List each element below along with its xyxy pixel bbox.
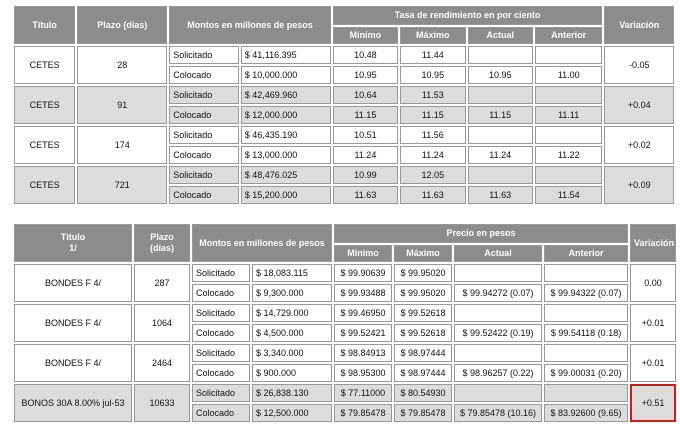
maximo-cell: 11.56: [400, 126, 465, 144]
monto-cell: $ 12,500.000: [252, 404, 332, 422]
header-precio: Precio en pesos: [334, 224, 628, 243]
header-titulo: [14, 224, 132, 262]
actual-cell: $ 79.85478 (10.16): [454, 404, 542, 422]
minimo-cell: 10.64: [333, 86, 398, 104]
minimo-cell: 11.63: [333, 186, 398, 204]
variacion-cell: -0.05: [604, 46, 674, 84]
minimo-cell: $ 98.84913: [334, 344, 392, 362]
table-row: [14, 126, 674, 144]
monto-cell: $ 18,083.115: [252, 264, 332, 282]
header-actual: Actual: [468, 27, 533, 44]
table-row: [14, 264, 676, 282]
maximo-cell: 10.95: [400, 66, 465, 84]
plazo-cell: 721: [77, 166, 167, 204]
titulo-cell: BONDES F 4/: [14, 344, 132, 382]
monto-cell: $ 46,435.190: [241, 126, 331, 144]
monto-cell: $ 10,000.000: [241, 66, 331, 84]
monto-cell: $ 12,000.000: [241, 106, 331, 124]
actual-cell: [454, 384, 542, 402]
actual-cell: [454, 304, 542, 322]
bonos-results-table: [12, 222, 678, 424]
colocado-label: Colocado: [169, 106, 239, 124]
anterior-cell: 11.00: [535, 66, 603, 84]
solicitado-label: Solicitado: [169, 126, 239, 144]
minimo-cell: 11.24: [333, 146, 398, 164]
minimo-cell: $ 99.90639: [334, 264, 392, 282]
colocado-label: Colocado: [192, 364, 250, 382]
titulo-cell: BONDES F 4/: [14, 304, 132, 342]
header-plazo: Plazo (días): [77, 6, 167, 44]
colocado-label: Colocado: [192, 404, 250, 422]
actual-cell: 10.95: [468, 66, 533, 84]
header-titulo-label: Título: [60, 232, 86, 242]
plazo-cell: 10633: [134, 384, 190, 422]
minimo-cell: $ 99.46950: [334, 304, 392, 322]
maximo-cell: 11.53: [400, 86, 465, 104]
anterior-cell: $ 99.54118 (0.18): [544, 324, 628, 342]
titulo-cell: CETES: [14, 126, 75, 164]
actual-cell: $ 98.96257 (0.22): [454, 364, 542, 382]
anterior-cell: [535, 46, 603, 64]
actual-cell: [468, 166, 533, 184]
maximo-cell: $ 98.97444: [394, 344, 452, 362]
variacion-cell: +0.09: [604, 166, 674, 204]
actual-cell: $ 99.94272 (0.07): [454, 284, 542, 302]
variacion-cell: +0.02: [604, 126, 674, 164]
plazo-cell: 174: [77, 126, 167, 164]
plazo-cell: 2464: [134, 344, 190, 382]
maximo-cell: 11.44: [400, 46, 465, 64]
plazo-cell: 28: [77, 46, 167, 84]
table-row: [14, 46, 674, 64]
monto-cell: $ 42,469.960: [241, 86, 331, 104]
anterior-cell: 11.11: [535, 106, 603, 124]
actual-cell: 11.15: [468, 106, 533, 124]
actual-cell: [454, 264, 542, 282]
minimo-cell: $ 98.95300: [334, 364, 392, 382]
header-tasa: Tasa de rendimiento en por ciento: [333, 6, 603, 25]
plazo-cell: 287: [134, 264, 190, 302]
anterior-cell: [544, 304, 628, 322]
maximo-cell: 11.15: [400, 106, 465, 124]
maximo-cell: 12.05: [400, 166, 465, 184]
table-row: [14, 86, 674, 104]
titulo-cell: CETES: [14, 166, 75, 204]
monto-cell: $ 9,300.000: [252, 284, 332, 302]
actual-cell: 11.24: [468, 146, 533, 164]
titulo-cell: CETES: [14, 46, 75, 84]
minimo-cell: 10.99: [333, 166, 398, 184]
header-variacion: Variación: [630, 224, 676, 262]
header-titulo-note: 1/: [69, 243, 77, 253]
monto-cell: $ 13,000.000: [241, 146, 331, 164]
minimo-cell: $ 99.52421: [334, 324, 392, 342]
header-variacion: Variación: [604, 6, 674, 44]
minimo-cell: $ 79.85478: [334, 404, 392, 422]
actual-cell: [468, 86, 533, 104]
anterior-cell: [544, 264, 628, 282]
minimo-cell: 10.51: [333, 126, 398, 144]
colocado-label: Colocado: [169, 186, 239, 204]
minimo-cell: $ 99.93488: [334, 284, 392, 302]
header-plazo: Plazo (días): [134, 224, 190, 262]
actual-cell: [468, 46, 533, 64]
variacion-cell: +0.04: [604, 86, 674, 124]
monto-cell: $ 15,200.000: [241, 186, 331, 204]
colocado-label: Colocado: [169, 66, 239, 84]
variacion-cell: 0.00: [630, 264, 676, 302]
table-row: [14, 166, 674, 184]
actual-cell: [454, 344, 542, 362]
plazo-cell: 1064: [134, 304, 190, 342]
anterior-cell: [535, 126, 603, 144]
anterior-cell: $ 83.92600 (9.65): [544, 404, 628, 422]
header-montos: Montos en millones de pesos: [169, 6, 330, 44]
monto-cell: $ 900.000: [252, 364, 332, 382]
anterior-cell: $ 99.94322 (0.07): [544, 284, 628, 302]
actual-cell: $ 99.52422 (0.19): [454, 324, 542, 342]
colocado-label: Colocado: [192, 324, 250, 342]
header-actual: Actual: [454, 245, 542, 262]
cetes-results-table: [12, 4, 676, 206]
titulo-cell: BONDES F 4/: [14, 264, 132, 302]
solicitado-label: Solicitado: [169, 46, 239, 64]
table-row: [14, 384, 676, 402]
maximo-cell: $ 80.54930: [394, 384, 452, 402]
monto-cell: $ 3,340.000: [252, 344, 332, 362]
header-maximo: Máximo: [400, 27, 465, 44]
monto-cell: $ 4,500.000: [252, 324, 332, 342]
maximo-cell: $ 99.95020: [394, 284, 452, 302]
monto-cell: $ 48,476.025: [241, 166, 331, 184]
solicitado-label: Solicitado: [169, 166, 239, 184]
table-row: [14, 304, 676, 322]
header-minimo: Mínimo: [333, 27, 398, 44]
monto-cell: $ 41,116.395: [241, 46, 331, 64]
colocado-label: Colocado: [169, 146, 239, 164]
variacion-cell: +0.51: [630, 384, 676, 422]
actual-cell: 11.63: [468, 186, 533, 204]
maximo-cell: 11.63: [400, 186, 465, 204]
maximo-cell: 11.24: [400, 146, 465, 164]
anterior-cell: [535, 166, 603, 184]
header-anterior: Anterior: [535, 27, 603, 44]
minimo-cell: 11.15: [333, 106, 398, 124]
minimo-cell: 10.95: [333, 66, 398, 84]
header-minimo: Mínimo: [334, 245, 392, 262]
variacion-cell: +0.01: [630, 344, 676, 382]
solicitado-label: Solicitado: [192, 344, 250, 362]
titulo-cell: BONOS 30A 8.00% jul-53: [14, 384, 132, 422]
anterior-cell: [544, 384, 628, 402]
plazo-cell: 91: [77, 86, 167, 124]
monto-cell: $ 14,729.000: [252, 304, 332, 322]
titulo-cell: CETES: [14, 86, 75, 124]
table-row: [14, 344, 676, 362]
maximo-cell: $ 99.95020: [394, 264, 452, 282]
anterior-cell: [544, 344, 628, 362]
anterior-cell: $ 99.00031 (0.20): [544, 364, 628, 382]
header-titulo: Título: [14, 6, 75, 44]
solicitado-label: Solicitado: [192, 264, 250, 282]
solicitado-label: Solicitado: [169, 86, 239, 104]
minimo-cell: $ 77.11000: [334, 384, 392, 402]
solicitado-label: Solicitado: [192, 304, 250, 322]
variacion-cell: +0.01: [630, 304, 676, 342]
maximo-cell: $ 99.52618: [394, 324, 452, 342]
header-montos: Montos en millones de pesos: [192, 224, 332, 262]
anterior-cell: [535, 86, 603, 104]
header-anterior: Anterior: [544, 245, 628, 262]
minimo-cell: 10.48: [333, 46, 398, 64]
maximo-cell: $ 98.97444: [394, 364, 452, 382]
actual-cell: [468, 126, 533, 144]
colocado-label: Colocado: [192, 284, 250, 302]
header-maximo: Máximo: [394, 245, 452, 262]
maximo-cell: $ 79.85478: [394, 404, 452, 422]
anterior-cell: 11.54: [535, 186, 603, 204]
solicitado-label: Solicitado: [192, 384, 250, 402]
maximo-cell: $ 99.52618: [394, 304, 452, 322]
anterior-cell: 11.22: [535, 146, 603, 164]
monto-cell: $ 26,838.130: [252, 384, 332, 402]
